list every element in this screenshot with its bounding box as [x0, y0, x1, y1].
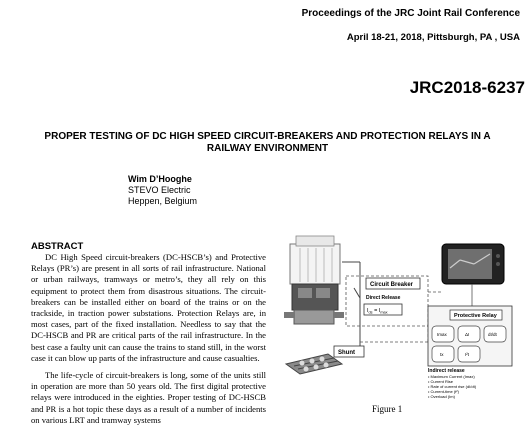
author-block [128, 174, 197, 207]
relay-cell-delta-i: ΔI [465, 332, 470, 337]
author-name: Wim D’Hooghe [128, 174, 192, 184]
shunt-label: Shunt [338, 350, 355, 356]
relay-cell-didt: dI/dt [488, 332, 497, 337]
paper-id: JRC2018-6237 [409, 78, 525, 97]
abstract-heading: ABSTRACT [31, 241, 84, 252]
relay-cell-imax: Imax [437, 332, 447, 337]
circuit-breaker-device-image [284, 236, 344, 324]
relay-cell-i2t: I²t [465, 352, 469, 357]
author-location: Heppen, Belgium [128, 196, 198, 206]
abstract-paragraph-2: The life-cycle of circuit-breakers is long, some of the units still in operation are more than 50 years old. The first digital protective relays were introduced in the eighties. Proper testing of DC-HSCB and PR is a hot topic these days as a result of a number of incidents on various LRT and tramway systems [31, 370, 266, 425]
indirect-release-item: • Rate of current rise (dI/dt) [428, 384, 477, 389]
figure-1-diagram [282, 232, 514, 400]
conference-date-location: April 18-21, 2018, Pittsburgh, PA , USA [346, 32, 520, 43]
paper-title: PROPER TESTING OF DC HIGH SPEED CIRCUIT-BREAKERS AND PROTECTION RELAYS IN A RAILWAY ENVIRONMENT [44, 131, 491, 154]
indirect-release-item: • Maximum Current (Imax) [428, 374, 475, 379]
indirect-release-item: • Overload (Im) [428, 394, 455, 399]
figure-caption: Figure 1 [372, 404, 403, 414]
indirect-release-heading: Indirect release [428, 368, 465, 374]
author-affiliation: STEVO Electric [128, 185, 191, 195]
protective-relay-device-image [442, 244, 504, 284]
direct-release-formula: $I_{ds} = I_{max}$ [367, 308, 388, 315]
conference-title: Proceedings of the JRC Joint Rail Conference [301, 8, 520, 19]
indirect-release-item: • Current-time (t²) [428, 389, 459, 394]
circuit-breaker-label: Circuit Breaker [370, 282, 414, 288]
relay-cell-tx: tx [440, 352, 444, 357]
abstract-paragraph-1: DC High Speed circuit-breakers (DC-HSCB’s) and Protective Relays (PR’s) are present in all sorts of rail infrastructure. National or urban railways, tramways or metro’s, they all rely on this equipment to protect them from disastrous situations. The circuit-breakers can be installed either on board of the trains or on the trackside, in traction power substations. Protection Relays are, in most cases, part of the fixed installation. Needless to say that the DC-HSCB and PR are critical parts of the rail infrastructure. In the best case a faulty unit can cause the trains to stand still, in the worst case it can blow up parts of the infrastructure and cause casualties. [31, 252, 266, 363]
direct-release-label: Direct Release [366, 295, 401, 301]
protective-relay-label: Protective Relay [454, 313, 497, 319]
indirect-release-item: • Current Rise [428, 379, 453, 384]
